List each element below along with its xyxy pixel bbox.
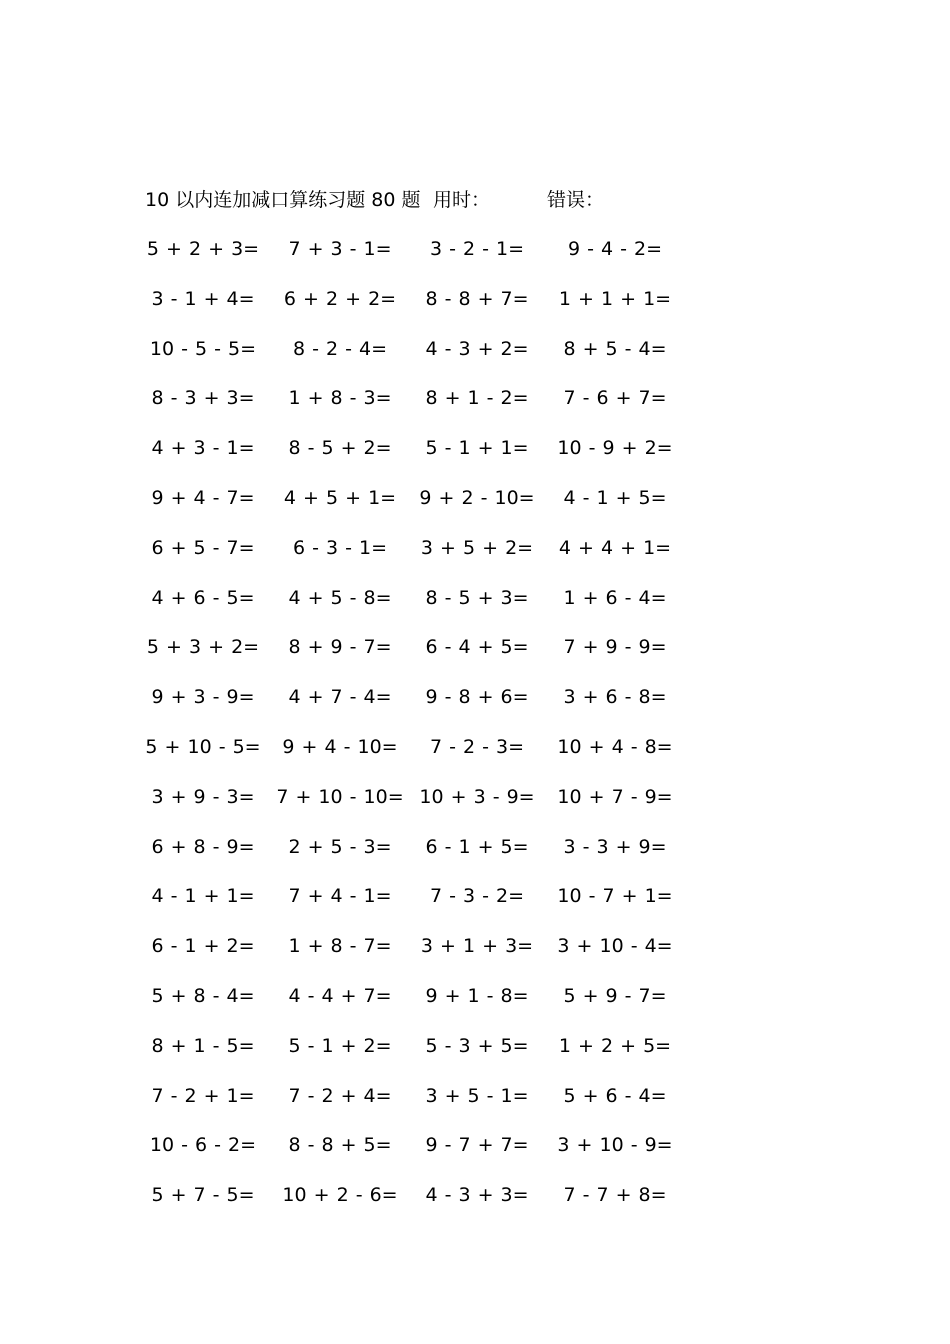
arithmetic-problem: 4 + 6 - 5= bbox=[151, 586, 255, 609]
problem-row bbox=[0, 632, 950, 682]
arithmetic-problem: 6 + 5 - 7= bbox=[151, 536, 255, 559]
problem-grid bbox=[0, 234, 950, 1230]
arithmetic-problem: 4 - 4 + 7= bbox=[288, 984, 392, 1007]
arithmetic-problem: 4 + 7 - 4= bbox=[288, 686, 392, 709]
arithmetic-problem: 5 - 1 + 1= bbox=[425, 437, 529, 460]
problem-row bbox=[0, 682, 950, 732]
arithmetic-problem: 9 - 7 + 7= bbox=[425, 1134, 529, 1157]
arithmetic-problem: 8 + 5 - 4= bbox=[563, 337, 667, 360]
arithmetic-problem: 8 + 1 - 2= bbox=[425, 387, 529, 410]
arithmetic-problem: 5 + 2 + 3= bbox=[146, 238, 260, 260]
problem-row bbox=[0, 533, 950, 583]
arithmetic-problem: 1 + 2 + 5= bbox=[558, 1034, 672, 1057]
arithmetic-problem: 9 - 4 - 2= bbox=[567, 238, 663, 260]
arithmetic-problem: 10 + 2 - 6= bbox=[282, 1184, 398, 1207]
arithmetic-problem: 8 - 2 - 4= bbox=[292, 337, 388, 360]
arithmetic-problem: 1 + 6 - 4= bbox=[563, 586, 667, 609]
arithmetic-problem: 7 + 4 - 1= bbox=[288, 885, 392, 908]
arithmetic-problem: 4 - 3 + 2= bbox=[425, 337, 529, 360]
arithmetic-problem: 4 + 5 - 8= bbox=[288, 586, 392, 609]
arithmetic-problem: 6 - 1 + 2= bbox=[151, 935, 255, 958]
problem-row bbox=[0, 334, 950, 384]
arithmetic-problem: 6 + 8 - 9= bbox=[151, 835, 255, 858]
problem-row bbox=[0, 782, 950, 832]
arithmetic-problem: 5 + 6 - 4= bbox=[563, 1084, 667, 1107]
arithmetic-problem: 3 - 1 + 4= bbox=[151, 287, 255, 310]
worksheet-title: 10 以内连加减口算练习题 80 题 bbox=[145, 189, 421, 211]
arithmetic-problem: 10 + 4 - 8= bbox=[557, 735, 673, 758]
arithmetic-problem: 3 + 9 - 3= bbox=[151, 785, 255, 808]
arithmetic-problem: 5 + 10 - 5= bbox=[145, 735, 261, 758]
arithmetic-problem: 6 - 1 + 5= bbox=[425, 835, 529, 858]
arithmetic-problem: 1 + 8 - 7= bbox=[288, 935, 392, 958]
arithmetic-problem: 9 + 3 - 9= bbox=[151, 686, 255, 709]
arithmetic-problem: 3 + 6 - 8= bbox=[563, 686, 667, 709]
worksheet-header bbox=[0, 186, 950, 214]
arithmetic-problem: 5 + 3 + 2= bbox=[146, 636, 260, 659]
arithmetic-problem: 10 - 7 + 1= bbox=[557, 885, 673, 908]
arithmetic-problem: 3 + 10 - 9= bbox=[557, 1134, 673, 1157]
problem-row bbox=[0, 1130, 950, 1180]
arithmetic-problem: 4 + 5 + 1= bbox=[283, 486, 397, 509]
arithmetic-problem: 8 + 1 - 5= bbox=[151, 1034, 255, 1057]
arithmetic-problem: 7 + 3 - 1= bbox=[288, 238, 392, 260]
arithmetic-problem: 4 + 4 + 1= bbox=[558, 536, 672, 559]
arithmetic-problem: 10 - 9 + 2= bbox=[557, 437, 673, 460]
arithmetic-problem: 8 - 3 + 3= bbox=[151, 387, 255, 410]
arithmetic-problem: 8 + 9 - 7= bbox=[288, 636, 392, 659]
arithmetic-problem: 1 + 1 + 1= bbox=[558, 287, 672, 310]
problem-row bbox=[0, 981, 950, 1031]
arithmetic-problem: 7 - 2 + 1= bbox=[151, 1084, 255, 1107]
arithmetic-problem: 3 + 1 + 3= bbox=[420, 935, 534, 958]
arithmetic-problem: 7 - 7 + 8= bbox=[563, 1184, 667, 1207]
arithmetic-problem: 7 + 10 - 10= bbox=[276, 785, 404, 808]
problem-row bbox=[0, 583, 950, 633]
arithmetic-problem: 4 - 1 + 5= bbox=[563, 486, 667, 509]
arithmetic-problem: 3 - 2 - 1= bbox=[429, 238, 525, 260]
arithmetic-problem: 6 + 2 + 2= bbox=[283, 287, 397, 310]
arithmetic-problem: 4 - 3 + 3= bbox=[425, 1184, 529, 1207]
problem-row bbox=[0, 1180, 950, 1230]
arithmetic-problem: 3 + 10 - 4= bbox=[557, 935, 673, 958]
errors-label: 错误： bbox=[547, 189, 605, 211]
problem-row bbox=[0, 433, 950, 483]
problem-row bbox=[0, 931, 950, 981]
arithmetic-problem: 7 + 9 - 9= bbox=[563, 636, 667, 659]
arithmetic-problem: 9 + 4 - 10= bbox=[282, 735, 398, 758]
arithmetic-problem: 8 - 8 + 5= bbox=[288, 1134, 392, 1157]
arithmetic-problem: 6 - 4 + 5= bbox=[425, 636, 529, 659]
arithmetic-problem: 4 + 3 - 1= bbox=[151, 437, 255, 460]
arithmetic-problem: 5 + 7 - 5= bbox=[151, 1184, 255, 1207]
arithmetic-problem: 10 - 6 - 2= bbox=[149, 1134, 257, 1157]
arithmetic-problem: 9 + 4 - 7= bbox=[151, 486, 255, 509]
problem-row bbox=[0, 383, 950, 433]
problem-row bbox=[0, 483, 950, 533]
problem-row bbox=[0, 1081, 950, 1131]
arithmetic-problem: 1 + 8 - 3= bbox=[288, 387, 392, 410]
arithmetic-problem: 7 - 2 + 4= bbox=[288, 1084, 392, 1107]
arithmetic-problem: 10 - 5 - 5= bbox=[149, 337, 257, 360]
arithmetic-problem: 4 - 1 + 1= bbox=[151, 885, 255, 908]
arithmetic-problem: 9 - 8 + 6= bbox=[425, 686, 529, 709]
arithmetic-problem: 10 + 7 - 9= bbox=[557, 785, 673, 808]
arithmetic-problem: 3 + 5 + 2= bbox=[420, 536, 534, 559]
problem-row bbox=[0, 732, 950, 782]
problem-row bbox=[0, 881, 950, 931]
arithmetic-problem: 8 - 8 + 7= bbox=[425, 287, 529, 310]
problem-row bbox=[0, 234, 950, 284]
arithmetic-problem: 9 + 1 - 8= bbox=[425, 984, 529, 1007]
arithmetic-problem: 5 - 1 + 2= bbox=[288, 1034, 392, 1057]
arithmetic-problem: 6 - 3 - 1= bbox=[292, 536, 388, 559]
arithmetic-problem: 5 + 9 - 7= bbox=[563, 984, 667, 1007]
arithmetic-problem: 10 + 3 - 9= bbox=[419, 785, 535, 808]
arithmetic-problem: 7 - 2 - 3= bbox=[429, 735, 525, 758]
arithmetic-problem: 3 - 3 + 9= bbox=[563, 835, 667, 858]
arithmetic-problem: 9 + 2 - 10= bbox=[419, 486, 535, 509]
problem-row bbox=[0, 1031, 950, 1081]
arithmetic-problem: 7 - 6 + 7= bbox=[563, 387, 667, 410]
arithmetic-problem: 7 - 3 - 2= bbox=[429, 885, 525, 908]
arithmetic-problem: 3 + 5 - 1= bbox=[425, 1084, 529, 1107]
arithmetic-problem: 5 + 8 - 4= bbox=[151, 984, 255, 1007]
arithmetic-problem: 8 - 5 + 3= bbox=[425, 586, 529, 609]
problem-row bbox=[0, 832, 950, 882]
arithmetic-problem: 5 - 3 + 5= bbox=[425, 1034, 529, 1057]
arithmetic-problem: 2 + 5 - 3= bbox=[288, 835, 392, 858]
arithmetic-problem: 8 - 5 + 2= bbox=[288, 437, 392, 460]
time-label: 用时： bbox=[433, 189, 491, 211]
problem-row bbox=[0, 284, 950, 334]
